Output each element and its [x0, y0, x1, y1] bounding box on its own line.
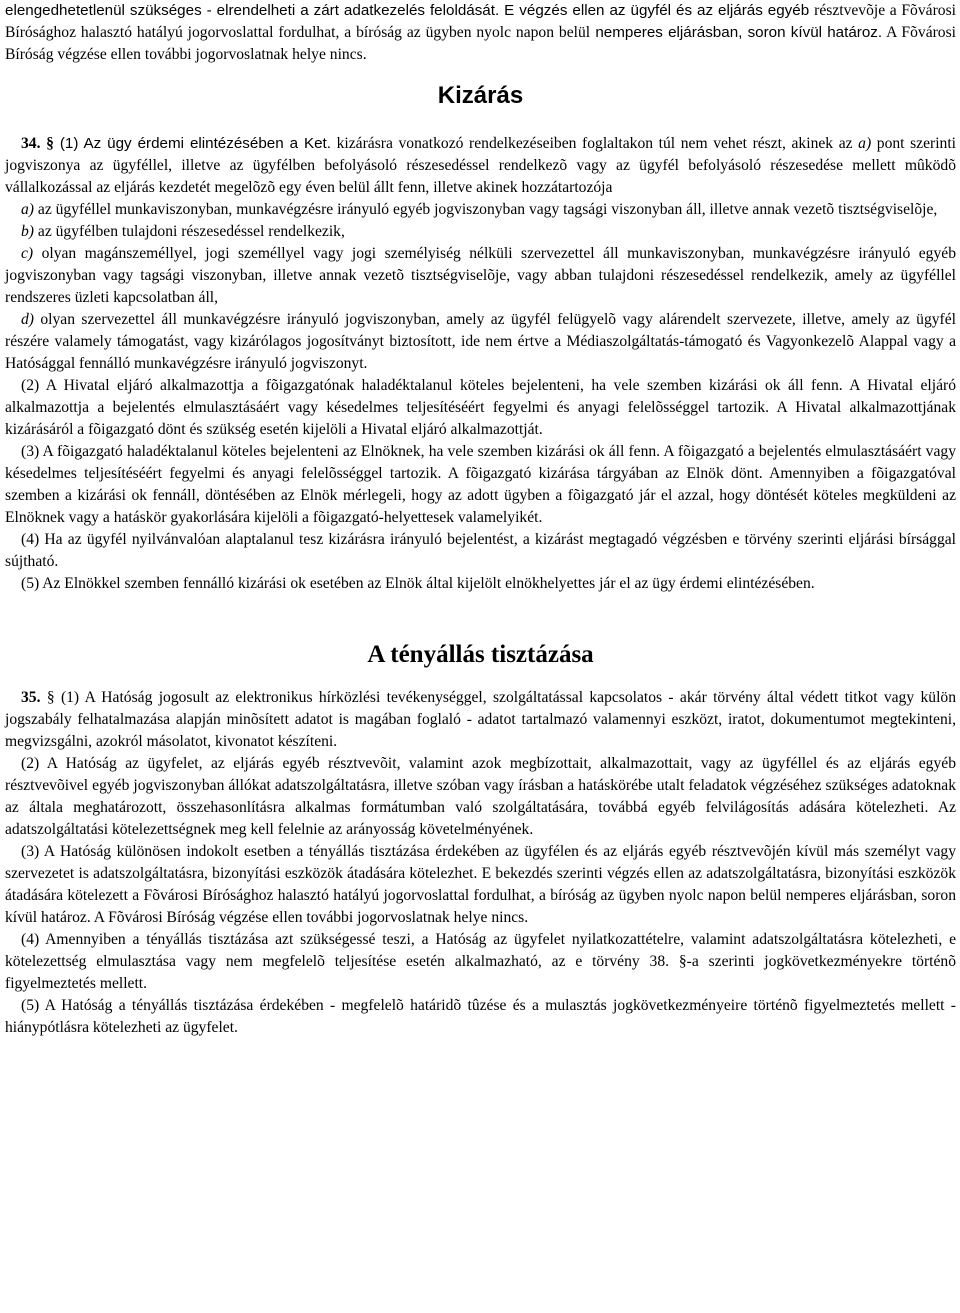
s34-item-a-label: a) [21, 201, 34, 218]
continued-paragraph [5, 0, 956, 66]
continued-line-3-tail: A Fõvárosi Bíróság végzése ellen további jogorvoslatnak helye nincs. [5, 24, 957, 63]
s35-paragraph-5: (5) A Hatóság a tényállás tisztázása érdekében - megfelelõ határidõ tûzése és a mulasztás jogkövetkezményeire történõ figyelmeztetés mellett - hiánypótlásra kötelezheti az ügyfelet. [5, 997, 956, 1036]
s34-item-b-label: b) [21, 223, 34, 240]
s34-paragraph-5: (5) Az Elnökkel szemben fennálló kizárási ok esetében az Elnök által kijelölt elnökhelyettes jár el az ügy érdemi elintézésében. [21, 575, 815, 592]
s34-item-d-label: d) [21, 311, 34, 328]
s34-paragraph-1 [5, 133, 956, 199]
s34-item-c-text: olyan magánszeméllyel, jogi személlyel vagy jogi személyiség nélküli szervezettel áll munkaviszonyban, munkavégzésre irányuló egyéb jogviszonyban vagy tagsági viszonyban, illetve annak vezetõ tisztségviselõje, vagy abban tulajdoni részesedéssel rendelkezik, amely az ügyféllel rendszeres üzleti kapcsolatban áll, [5, 245, 956, 306]
s34-item-d [5, 309, 956, 375]
s34-item-a [5, 199, 956, 221]
s34-item-b [5, 221, 956, 243]
s34-item-d-text: olyan szervezettel áll munkavégzésre irányuló jogviszonyban, amely az ügyfél felügyelõ vagy alárendelt szervezete, illetve, amely az ügyfél részére valamely támogatást, vagy kizárólagos jogosítványt biztosított, ide nem értve a Médiaszolgáltatás-támogató és Vagyonkezelõ Alappal vagy a Hatósággal fennálló munkavégzésre irányuló jogviszonyt. [5, 311, 956, 372]
s35-paragraph-3: (3) A Hatóság különösen indokolt esetben a tényállás tisztázása érdekében az ügyfélen és az eljárás egyéb résztvevõjén kívül más személyt vagy szervezetet is adatszolgáltatásra, bizonyítási eszközök átadására kötelezhet. E bekezdés szerinti végzés ellen az adatszolgáltatásra, bizonyítási eszközök átadására kötelezett a Fõvárosi Bírósághoz halasztó hatályú jogorvoslattal fordulhat, a bíróság az ügyben nyolc napon belül nemperes eljárásban, soron kívül határoz. A Fõvárosi Bíróság végzése ellen további jogorvoslatnak helye nincs. [5, 843, 956, 926]
s34-item-a-text: az ügyféllel munkaviszonyban, munkavégzésre irányuló egyéb jogviszonyban vagy tagsági viszonyban áll, illetve annak vezetõ tisztségviselõje, [34, 201, 938, 218]
s34-p1-a-ref: a) [858, 135, 872, 152]
document-page [5, 0, 956, 1039]
continued-line-1: elengedhetetlenül szükséges - elrendelheti a zárt adatkezelés feloldását. E végzés ellen az ügyfél és az eljárás egyéb [5, 2, 810, 19]
s34-item-c-label: c) [21, 245, 34, 262]
s34-p1-text-2: pont szerinti jogviszonya az ügyféllel, illetve az ügyfélben befolyásoló részesedéssel rendelkezõ vagy az ügyfél befolyásoló részesedése mellett mûködõ vállalkozással az eljárás kezdetét megelõzõ egy éven belül állt fenn, illetve akinek hozzátartozója [5, 135, 957, 196]
section-heading-kizaras: Kizárás [437, 82, 524, 109]
s34-item-b-text: az ügyfélben tulajdoni részesedéssel rendelkezik, [34, 223, 345, 240]
s34-p1-intro: (1) Az ügy érdemi elintézésében a Ket. [53, 135, 331, 152]
s34-item-c [5, 243, 956, 309]
continued-line-3: nemperes eljárásban, soron kívül határoz. [595, 24, 883, 41]
s34-number: 34. [21, 135, 41, 152]
continued-line-2: résztvevõje a Fõvárosi Bírósághoz halasztó hatályú jogorvoslattal fordulhat, a bíróság az ügyben nyolc napon belül [5, 2, 956, 41]
s34-p1-text-1: kizárásra vonatkozó rendelkezéseiben foglaltakon túl nem vehet részt, akinek az [331, 135, 859, 152]
section-heading-tenyallas: A tényállás tisztázása [367, 641, 594, 668]
s35-number: 35. [21, 689, 41, 706]
s34-section-sign: § [46, 135, 54, 152]
s35-section-sign: § [46, 689, 55, 706]
s35-paragraph-4: (4) Amennyiben a tényállás tisztázása azt szükségessé teszi, a Hatóság az ügyfelet nyilatkozattételre, valamint adatszolgáltatásra kötelezheti, e kötelezettség elmulasztása vagy nem megfelelõ teljesítése esetén alkalmazható, az e törvény 38. §-a szerinti jogkövetkezményekre történõ figyelmeztetés mellett. [5, 931, 956, 992]
s34-paragraph-2: (2) A Hivatal eljáró alkalmazottja a fõigazgatónak haladéktalanul köteles bejelenteni, ha vele szemben kizárási ok áll fenn. A Hivatal eljáró alkalmazottja a bejelentés elmulasztásáért vagy késedelmes teljesítéséért fegyelmi és anyagi felelõsséggel tartozik. A Hivatal alkalmazottjának kizárásáról a fõigazgató dönt és szükség esetén kijelöli a Hivatal eljáró alkalmazottját. [5, 377, 956, 438]
s34-paragraph-3: (3) A fõigazgató haladéktalanul köteles bejelenteni az Elnöknek, ha vele szemben kizárási ok áll fenn. A fõigazgató a bejelentés elmulasztásáért vagy késedelmes teljesítéséért fegyelmi és anyagi felelõsséggel tartozik. A fõigazgató kizárása tárgyában az Elnök dönt. Amennyiben a fõigazgatóval szemben a kizárási ok fennáll, döntésében az Elnök mérlegeli, hogy az adott ügyben a fõigazgató jár el azzal, hogy döntését köteles megküldeni az Elnöknek vagy a hatáskör gyakorlására kijelöli a fõigazgató-helyettesek valamelyikét. [5, 443, 956, 526]
s35-paragraph-1 [5, 687, 956, 753]
s34-paragraph-4: (4) Ha az ügyfél nyilvánvalóan alaptalanul tesz kizárásra irányuló bejelentést, a kizárást megtagadó végzésben e törvény szerinti eljárási bírsággal sújtható. [5, 531, 956, 570]
s35-paragraph-2: (2) A Hatóság az ügyfelet, az eljárás egyéb résztvevõit, valamint azok megbízottait, alkalmazottait, vagy az ügyféllel és az eljárás egyéb résztvevõivel egyéb jogviszonyban állókat adatszolgáltatásra, illetve szóban vagy írásban a hatáskörébe utalt feladatok végzéséhez szükséges adatoknak az általa meghatározott, összehasonlításra alkalmas formátumban való szolgáltatására, továbbá egyéb felvilágosítás adására kötelezheti. Az adatszolgáltatási kötelezettségnek meg kell felelnie az arányosság követelményének. [5, 755, 956, 838]
s35-p1-text: (1) A Hatóság jogosult az elektronikus hírközlési tevékenységgel, szolgáltatással kapcsolatos - akár törvény által védett titkot vagy külön jogszabály felhatalmazása alapján minõsített adatot is magában foglaló - adatot tartalmazó valamennyi eszközt, iratot, dokumentumot megtekinteni, megvizsgálni, azokról másolatot, kivonatot készíteni. [5, 689, 956, 750]
